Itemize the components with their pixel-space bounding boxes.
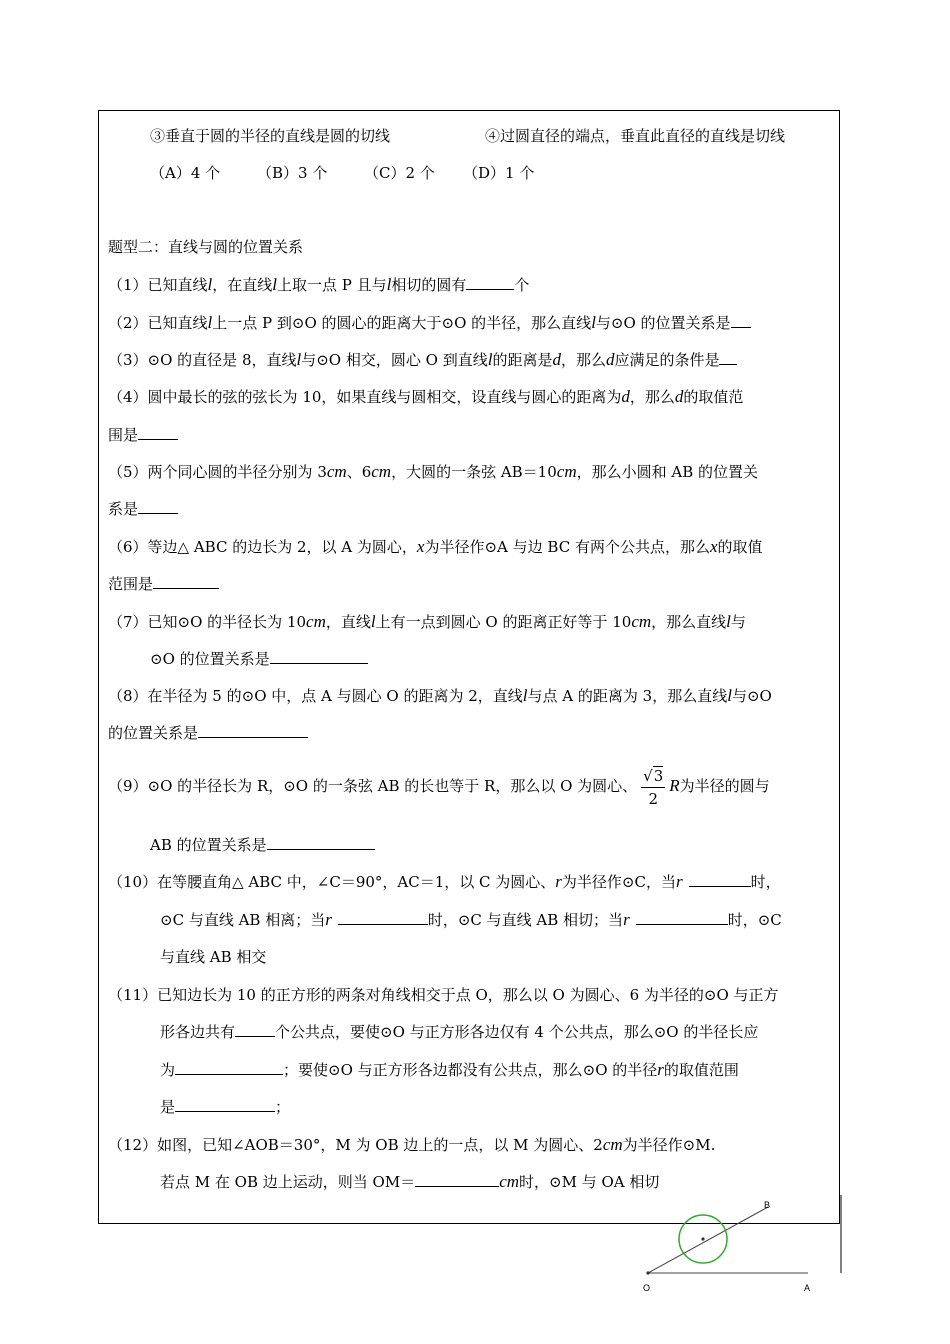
question-5-cont: 系是 <box>108 499 178 519</box>
question-11: （11）已知边长为 10 的正方形的两条对角线相交于点 O，那么以 O 为圆心、6 为半径的⊙O 与正方 <box>108 986 779 1004</box>
option-4: ④过圆直径的端点，垂直此直径的直线是切线 <box>485 127 786 145</box>
question-9-cont: AB 的位置关系是 <box>150 835 375 855</box>
question-3: （3）⊙O 的直径是 8，直线l与⊙O 相交，圆心 O 到直线l的距离是d，那么d应满足的条件是 <box>108 350 737 370</box>
label-a: A <box>804 1283 811 1293</box>
label-o: O <box>643 1283 651 1293</box>
question-8-cont: 的位置关系是 <box>108 723 308 743</box>
section-title: 题型二：直线与圆的位置关系 <box>108 238 304 256</box>
question-8: （8）在半径为 5 的⊙O 中，点 A 与圆心 O 的距离为 2，直线l与点 A 的距离为 3，那么直线l与⊙O <box>108 686 772 705</box>
question-10-cont1: ⊙C 与直线 AB 相离；当r 时，⊙C 与直线 AB 相切；当r 时，⊙C <box>160 910 782 929</box>
angle-figure <box>630 1195 850 1300</box>
label-b: B <box>764 1200 771 1210</box>
question-6: （6）等边△ ABC 的边长为 2，以 A 为圆心，x为半径作⊙A 与边 BC 有两个公共点，那么x的取值 <box>108 537 763 556</box>
question-10-cont2: 与直线 AB 相交 <box>160 948 267 966</box>
point-o <box>646 1271 649 1274</box>
question-5: （5）两个同心圆的半径分别为 3cm、6cm，大圆的一条弦 AB＝10cm，那么小圆和 AB 的位置关 <box>108 462 759 481</box>
question-7-cont: ⊙O 的位置关系是 <box>150 649 368 669</box>
choice-d: （D）1 个 <box>463 164 535 182</box>
question-9: （9）⊙O 的半径长为 R，⊙O 的一条弦 AB 的长也等于 R，那么以 O 为圆心、 $\frac{√3}{2}$ R为半径的圆与 <box>108 766 770 808</box>
question-6-cont: 范围是 <box>108 574 219 594</box>
question-10: （10）在等腰直角△ ABC 中，∠C＝90°，AC＝1，以 C 为圆心、r为半径作⊙C，当r 时， <box>108 872 781 891</box>
question-12-cont: 若点 M 在 OB 边上运动，则当 OM＝ cm时，⊙M 与 OA 相切 <box>160 1172 660 1191</box>
question-11-cont1: 形各边共有 个公共点，要使⊙O 与正方形各边仅有 4 个公共点，那么⊙O 的半径长应 <box>160 1023 759 1041</box>
choice-b: （B）3 个 <box>257 164 328 182</box>
point-m <box>701 1237 704 1240</box>
sqrt3-over-2: $\frac{√3}{2}$ <box>643 766 664 808</box>
question-11-cont3: 是 ； <box>160 1098 291 1116</box>
question-11-cont2: 为 ；要使⊙O 与正方形各边都没有公共点，那么⊙O 的半径r的取值范围 <box>160 1060 739 1079</box>
question-1: （1）已知直线l，在直线l上取一点 P 且与l相切的圆有 个 <box>108 275 530 294</box>
choice-c: （C）2 个 <box>364 164 435 182</box>
question-4: （4）圆中最长的弦的弦长为 10，如果直线与圆相交，设直线与圆心的距离为d，那么d的取值范 <box>108 387 744 406</box>
question-12: （12）如图，已知∠AOB＝30°，M 为 OB 边上的一点，以 M 为圆心、2cm为半径作⊙M. <box>108 1135 716 1154</box>
choice-a: （A）4 个 <box>150 164 221 182</box>
question-7: （7）已知⊙O 的半径长为 10cm，直线l上有一点到圆心 O 的距离正好等于 10cm，那么直线l与 <box>108 612 746 631</box>
question-2: （2）已知直线l上一点 P 到⊙O 的圆心的距离大于⊙O 的半径，那么直线l与⊙O 的位置关系是 <box>108 313 751 333</box>
option-3: ③垂直于圆的半径的直线是圆的切线 <box>150 127 391 145</box>
question-4-cont: 围是 <box>108 425 178 445</box>
